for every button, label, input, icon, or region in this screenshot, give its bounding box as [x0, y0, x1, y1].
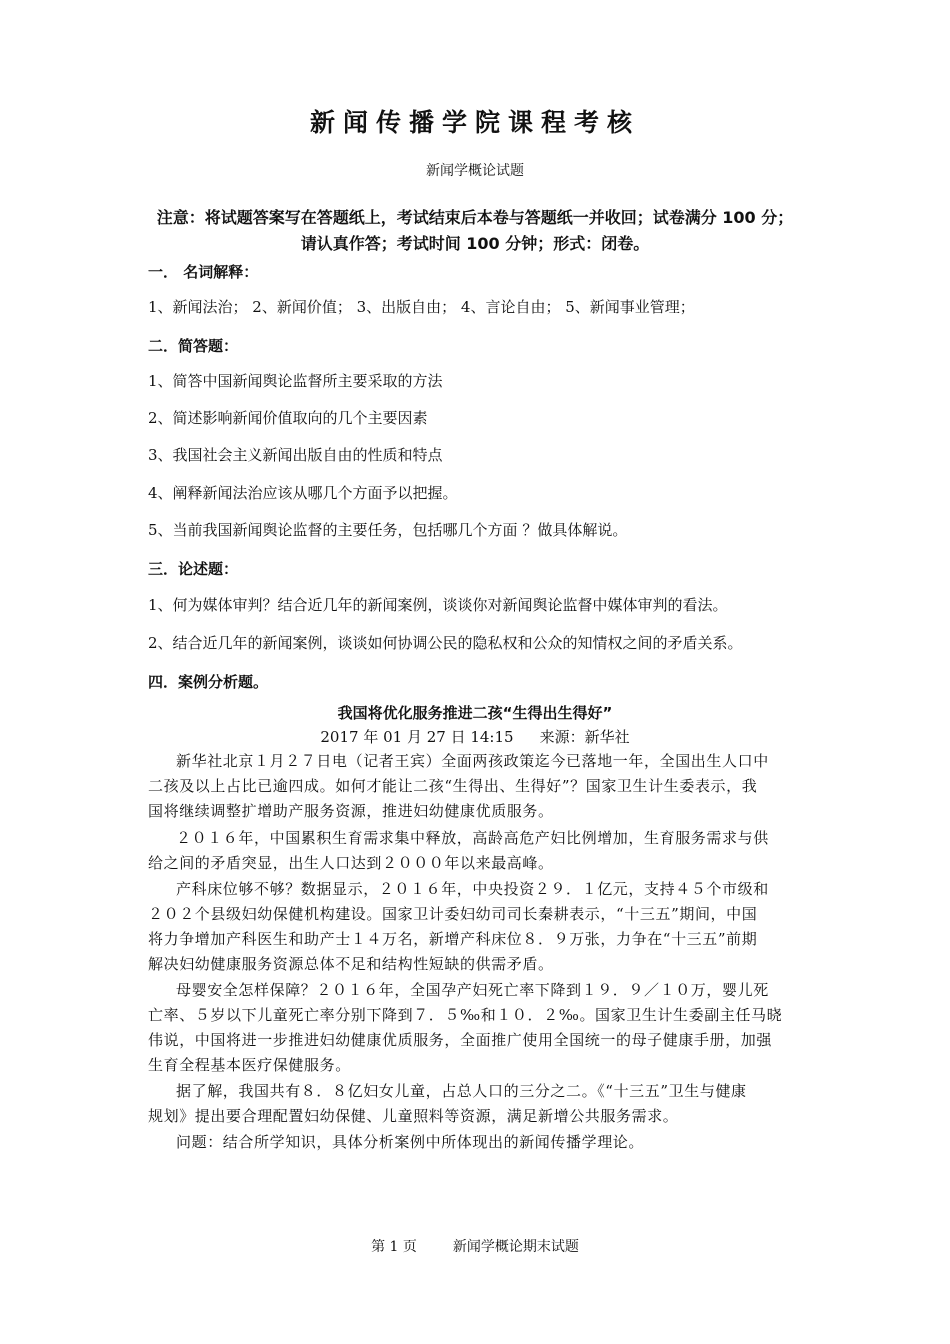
footer-doc-title: 新闻学概论期末试题 — [452, 1239, 579, 1255]
question-item: 4、阐释新闻法治应该从哪几个方面予以把握。 — [148, 484, 458, 502]
article-paragraph-line: 二孩及以上占比已逾四成。如何才能让二孩“生得出、生得好”？国家卫生计生委表示，我 — [148, 777, 758, 795]
article-paragraph-line: 亡率、５岁以下儿童死亡率分别下降到７．５‰和１０．２‰。国家卫生计生委副主任马晓 — [148, 1006, 783, 1024]
section-2-heading: 二．简答题： — [148, 337, 239, 355]
article-meta — [0, 726, 950, 747]
article-paragraph-line: 产科床位够不够？数据显示，２０１６年，中央投资２９．１亿元，支持４５个市级和 — [176, 880, 769, 898]
essay-item: 1、何为媒体审判？结合近几年的新闻案例，谈谈你对新闻舆论监督中媒体审判的看法。 — [148, 596, 728, 614]
section-1-heading: 一． 名词解释： — [148, 263, 259, 281]
article-title: 我国将优化服务推进二孩“生得出生得好” — [337, 704, 613, 722]
article-paragraph-line: 规划》提出要合理配置妇幼保健、儿童照料等资源，满足新增公共服务需求。 — [148, 1107, 679, 1125]
article-paragraph-line: 国将继续调整扩增助产服务资源，推进妇幼健康优质服务。 — [148, 802, 554, 820]
article-paragraph-line: 据了解，我国共有８．８亿妇女儿童，占总人口的三分之二。《“十三五”卫生与健康 — [176, 1082, 747, 1100]
notice-line-2: 请认真作答；考试时间 100 分钟；形式：闭卷。 — [300, 234, 650, 253]
question-item: 2、简述影响新闻价值取向的几个主要因素 — [148, 409, 428, 427]
article-paragraph-line: 给之间的矛盾突显，出生人口达到２０００年以来最高峰。 — [148, 854, 554, 872]
article-paragraph-line: ２０１６年，中国累积生育需求集中释放，高龄高危产妇比例增加，生育服务需求与供 — [176, 829, 769, 847]
term-list: 1、新闻法治； 2、新闻价值； 3、出版自由； 4、言论自由； 5、新闻事业管理； — [148, 298, 695, 316]
analysis-question: 问题：结合所学知识，具体分析案例中所体现出的新闻传播学理论。 — [176, 1133, 645, 1151]
question-item: 5、当前我国新闻舆论监督的主要任务，包括哪几个方面 ？做具体解说。 — [148, 521, 628, 539]
section-3-heading: 三．论述题： — [148, 560, 239, 578]
article-date: 2017 年 01 月 27 日 14:15 — [320, 728, 514, 746]
article-paragraph-line: 新华社北京１月２７日电（记者王宾）全面两孩政策迄今已落地一年，全国出生人口中 — [176, 752, 769, 770]
article-source: 来源：新华社 — [539, 728, 630, 746]
exam-subtitle: 新闻学概论试题 — [426, 163, 524, 179]
question-item: 3、我国社会主义新闻出版自由的性质和特点 — [148, 446, 443, 464]
article-paragraph-line: 解决妇幼健康服务资源总体不足和结构性短缺的供需矛盾。 — [148, 955, 554, 973]
article-paragraph-line: 将力争增加产科医生和助产士１４万名，新增产科床位８．９万张，力争在“十三五”前期 — [148, 930, 758, 948]
article-paragraph-line: 生育全程基本医疗保健服务。 — [148, 1056, 351, 1074]
article-paragraph-line: ２０２个县级妇幼保健机构建设。国家卫计委妇幼司司长秦耕表示，“十三五”期间，中国 — [148, 905, 758, 923]
page-title: 新闻传播学院课程考核 — [309, 108, 640, 137]
page-footer — [0, 1236, 950, 1256]
question-item: 1、简答中国新闻舆论监督所主要采取的方法 — [148, 372, 443, 390]
essay-item: 2、结合近几年的新闻案例，谈谈如何协调公民的隐私权和公众的知情权之间的矛盾关系。 — [148, 634, 743, 652]
section-4-heading: 四．案例分析题。 — [148, 673, 269, 691]
article-paragraph-line: 母婴安全怎样保障？２０１６年，全国孕产妇死亡率下降到１９．９／１０万，婴儿死 — [176, 981, 769, 999]
article-paragraph-line: 伟说，中国将进一步推进妇幼健康优质服务，全面推广使用全国统一的母子健康手册，加强 — [148, 1031, 773, 1049]
notice-line-1: 注意：将试题答案写在答题纸上，考试结束后本卷与答题纸一并收回；试卷满分 100 分； — [156, 208, 794, 227]
page-number: 第 1 页 — [371, 1239, 417, 1255]
